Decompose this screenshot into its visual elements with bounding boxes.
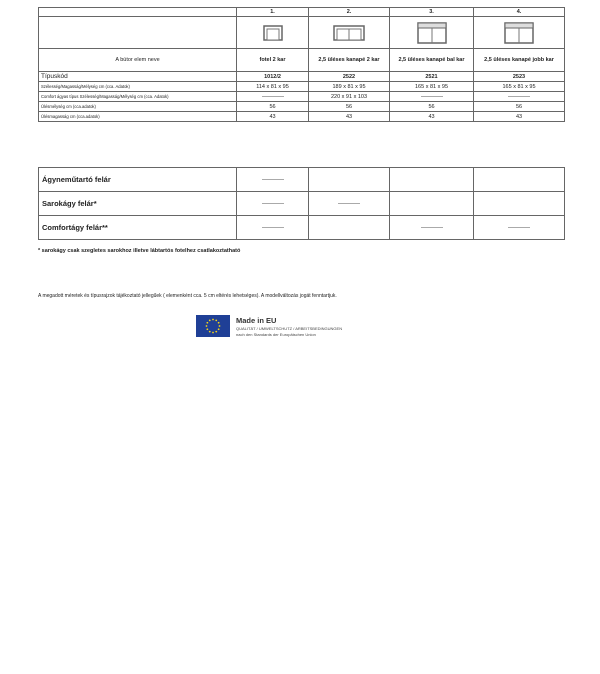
empty-cell <box>39 17 237 49</box>
row-label: Ülésmélység cm (cca.adatok) <box>39 102 237 112</box>
surcharge-label: Sarokágy felár* <box>39 192 237 216</box>
empty-cell <box>309 216 390 240</box>
eu-star-icon <box>215 331 217 333</box>
eu-star-icon <box>206 328 208 330</box>
eu-star-icon <box>218 328 220 330</box>
dimension-value: 189 x 81 x 95 <box>309 82 390 92</box>
empty-dash <box>508 227 530 228</box>
dimension-value: 114 x 81 x 95 <box>237 82 309 92</box>
empty-dash <box>262 227 284 228</box>
eu-flag-icon <box>196 315 230 337</box>
empty-cell <box>474 192 565 216</box>
eu-star-icon <box>218 322 220 324</box>
product-name: fotel 2 kar <box>237 49 309 72</box>
product-name: 2,5 üléses kanapé 2 kar <box>309 49 390 72</box>
empty-dash <box>262 96 284 97</box>
column-number: 4. <box>474 8 565 17</box>
seat-height-value: 43 <box>309 112 390 122</box>
table-row <box>39 92 565 102</box>
empty-cell <box>390 168 474 192</box>
sofa-2-5-seat-2-arms-icon <box>333 25 365 41</box>
dimension-value: 165 x 81 x 95 <box>474 82 565 92</box>
empty-dash <box>421 96 443 97</box>
surcharge-table <box>38 167 565 240</box>
eu-star-icon <box>215 319 217 321</box>
empty-dash <box>508 96 530 97</box>
product-spec-table <box>38 7 565 122</box>
type-drawing-row <box>39 17 565 49</box>
surcharge-row <box>39 216 565 240</box>
product-name-row <box>39 49 565 72</box>
row-label: Comfort ágyas típus Szélesség/Magasság/Mélység cm (cca. Adatok) <box>39 92 237 102</box>
surcharge-row <box>39 192 565 216</box>
eu-title: Made in EU <box>236 316 277 325</box>
empty-cell <box>390 192 474 216</box>
seat-depth-value: 56 <box>390 102 474 112</box>
column-number: 2. <box>309 8 390 17</box>
eu-subtitle-line: nach den Standards der Europäischen Union <box>236 332 316 337</box>
surcharge-row <box>39 168 565 192</box>
table-row <box>39 112 565 122</box>
seat-depth-value: 56 <box>237 102 309 112</box>
product-name: 2,5 üléses kanapé jobb kar <box>474 49 565 72</box>
seat-depth-value: 56 <box>309 102 390 112</box>
empty-dash <box>338 203 360 204</box>
seat-height-value: 43 <box>474 112 565 122</box>
empty-cell <box>474 168 565 192</box>
row-label: Szélesség/Magasság/Mélység cm (cca. Adatok) <box>39 82 237 92</box>
eu-star-icon <box>209 331 211 333</box>
armchair-2-arms-icon <box>263 25 283 41</box>
table-row <box>39 82 565 92</box>
column-number: 3. <box>390 8 474 17</box>
empty-dash <box>421 227 443 228</box>
eu-star-icon <box>209 319 211 321</box>
eu-subtitle-line: QUALITÄT / UMWELTSCHUTZ / ARBEITSBEDINGUNGEN <box>236 326 343 331</box>
table-row <box>39 102 565 112</box>
empty-dash <box>262 179 284 180</box>
footnote: * sarokágy csak szegletes sarokhoz illetve lábtartós fotelhez csatlakoztatható <box>38 248 241 254</box>
type-code: 2521 <box>390 72 474 82</box>
column-number-row <box>39 8 565 17</box>
product-name: 2,5 üléses kanapé bal kar <box>390 49 474 72</box>
eu-star-icon <box>212 332 214 334</box>
dimension-value: 165 x 81 x 95 <box>390 82 474 92</box>
eu-star-icon <box>219 325 221 327</box>
disclaimer: A megadott méretek és típusrajzok tájékoztató jellegűek ( elemenként cca. 5 cm eltérés lehetséges). A modellváltozás jogát fenntartjuk. <box>38 293 337 299</box>
type-code: 2523 <box>474 72 565 82</box>
seat-height-value: 43 <box>390 112 474 122</box>
type-code: 1012/2 <box>237 72 309 82</box>
empty-cell <box>309 168 390 192</box>
row-label: Típuskód <box>39 72 237 82</box>
dimension-value: 220 x 91 x 103 <box>309 92 390 102</box>
sofa-2-5-seat-left-arm-icon <box>417 22 447 44</box>
made-in-eu-badge <box>196 315 456 339</box>
empty-dash <box>262 203 284 204</box>
surcharge-label: Comfortágy felár** <box>39 216 237 240</box>
seat-height-value: 43 <box>237 112 309 122</box>
row-label: Ülésmagasság cm (cca.adatok) <box>39 112 237 122</box>
column-number: 1. <box>237 8 309 17</box>
eu-star-icon <box>206 322 208 324</box>
row-header-label: A bútor elem neve <box>39 49 237 72</box>
seat-depth-value: 56 <box>474 102 565 112</box>
type-code: 2522 <box>309 72 390 82</box>
eu-star-icon <box>212 319 214 321</box>
sofa-2-5-seat-right-arm-icon <box>504 22 534 44</box>
surcharge-label: Ágyneműtartó felár <box>39 168 237 192</box>
eu-star-icon <box>206 325 208 327</box>
empty-cell <box>39 8 237 17</box>
table-row <box>39 72 565 82</box>
